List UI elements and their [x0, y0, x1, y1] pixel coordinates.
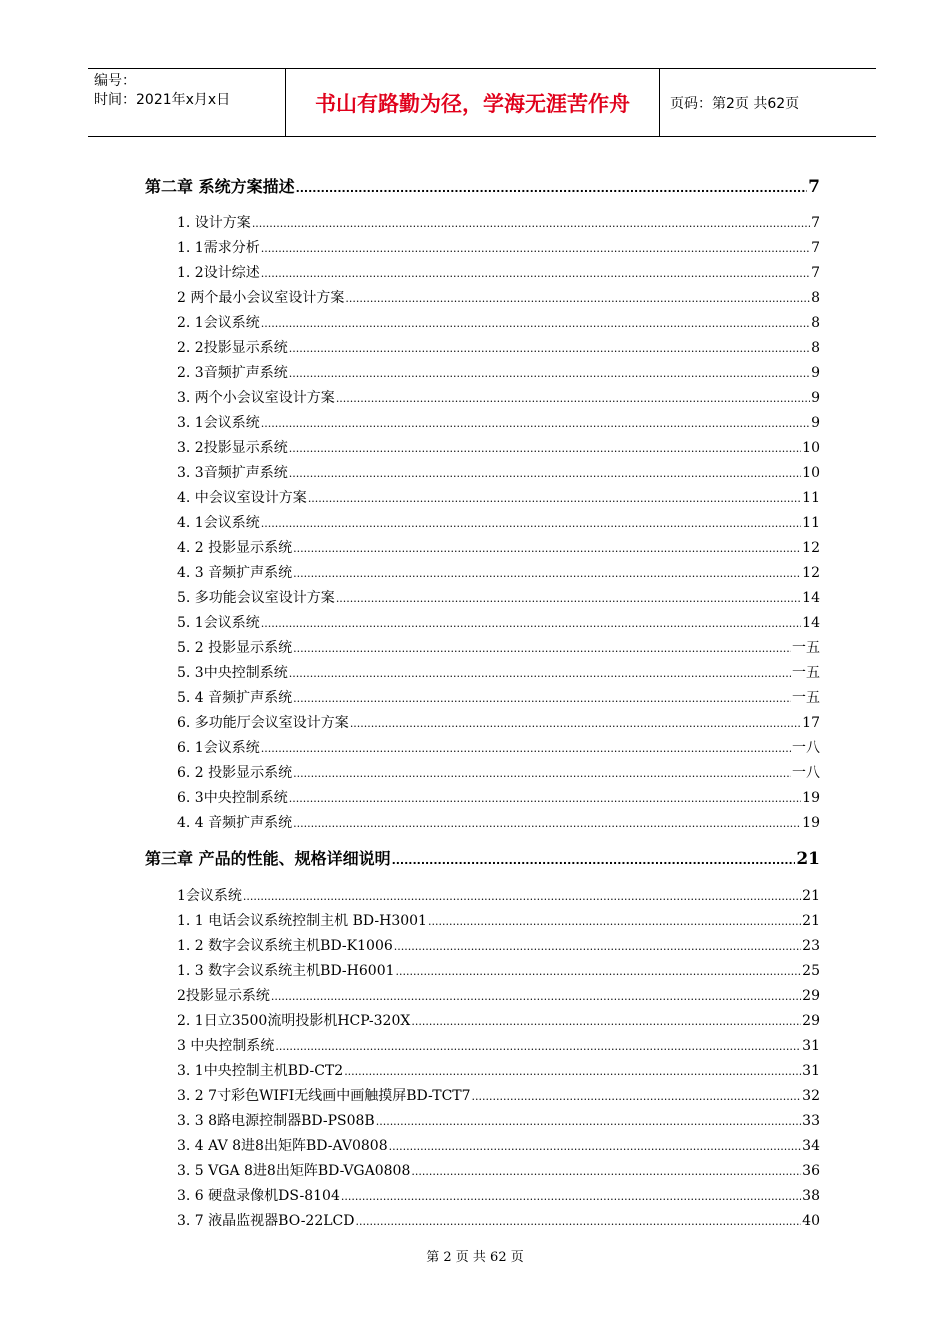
- toc-entry[interactable]: [177, 1060, 820, 1080]
- toc-entry-title: 4. 1会议系统: [177, 515, 260, 531]
- toc-page-number: 一八: [792, 765, 820, 781]
- toc-entry-title: 2. 3音频扩声系统: [177, 365, 288, 381]
- toc-page-number: 9: [811, 390, 820, 406]
- toc-entry-title: 3. 2投影显示系统: [177, 440, 288, 456]
- toc-page-number: 一五: [792, 640, 820, 656]
- toc-entry-title: 3. 3 8路电源控制器BD-PS08B: [177, 1113, 375, 1129]
- toc-entry-title: 2投影显示系统: [177, 988, 270, 1004]
- toc-page-number: 29: [802, 988, 820, 1004]
- toc-entry[interactable]: [177, 412, 820, 432]
- toc-entry-title: 1. 设计方案: [177, 215, 251, 231]
- toc-dot-leader: [389, 1140, 802, 1153]
- toc-dot-leader: [345, 292, 810, 305]
- toc-entry[interactable]: [177, 262, 820, 282]
- toc-dot-leader: [308, 492, 801, 505]
- toc-dot-leader: [289, 467, 801, 480]
- toc-page-number: 一八: [792, 740, 820, 756]
- toc-dot-leader: [396, 965, 802, 978]
- toc-entry-title: 4. 中会议室设计方案: [177, 490, 307, 506]
- toc-entry[interactable]: [177, 337, 820, 357]
- toc-entry-title: 2. 1日立3500流明投影机HCP-320X: [177, 1013, 411, 1029]
- toc-page-number: 8: [811, 340, 820, 356]
- page-footer: 第 2 页 共 62 页: [426, 1250, 524, 1265]
- toc-entry-title: 4. 4 音频扩声系统: [177, 815, 293, 831]
- toc-entry[interactable]: [177, 1035, 820, 1055]
- toc-dot-leader: [350, 717, 801, 730]
- toc-entry[interactable]: [177, 312, 820, 332]
- toc-entry-title: 3. 两个小会议室设计方案: [177, 390, 335, 406]
- toc-page-number: 21: [796, 849, 820, 869]
- toc-entry[interactable]: [177, 1135, 820, 1155]
- toc-entry-title: 1. 2 数字会议系统主机BD-K1006: [177, 938, 393, 954]
- toc-dot-leader: [261, 742, 791, 755]
- toc-dot-leader: [261, 517, 801, 530]
- toc-chapter[interactable]: [145, 846, 820, 869]
- toc-page-number: 9: [811, 365, 820, 381]
- toc-page-number: 7: [811, 215, 820, 231]
- toc-page-number: 10: [802, 440, 820, 456]
- toc-chapter[interactable]: [145, 174, 820, 197]
- toc-entry-title: 6. 1会议系统: [177, 740, 260, 756]
- toc-dot-leader: [261, 242, 810, 255]
- toc-dot-leader: [336, 592, 801, 605]
- toc-entry-title: 3 中央控制系统: [177, 1038, 275, 1054]
- toc-dot-leader: [376, 1115, 801, 1128]
- toc-dot-leader: [271, 990, 801, 1003]
- toc-page-number: 31: [802, 1063, 820, 1079]
- toc-dot-leader: [411, 1165, 801, 1178]
- toc-dot-leader: [336, 392, 810, 405]
- toc-dot-leader: [293, 692, 791, 705]
- toc-entry[interactable]: [177, 787, 820, 807]
- toc-entry-title: 第三章 产品的性能、规格详细说明: [145, 849, 391, 868]
- toc-entry-title: 6. 2 投影显示系统: [177, 765, 293, 781]
- toc-page-number: 31: [802, 1038, 820, 1054]
- toc-page-number: 一五: [792, 665, 820, 681]
- toc-entry[interactable]: [177, 712, 820, 732]
- toc-entry[interactable]: [177, 437, 820, 457]
- toc-entry[interactable]: [177, 762, 820, 782]
- toc-entry-title: 1会议系统: [177, 888, 242, 904]
- toc-entry[interactable]: [177, 212, 820, 232]
- toc-page-number: 7: [811, 240, 820, 256]
- toc-entry[interactable]: [177, 812, 820, 832]
- toc-dot-leader: [296, 182, 808, 195]
- toc-entry-title: 1. 1需求分析: [177, 240, 260, 256]
- number-label: 编号：: [94, 73, 136, 89]
- toc-dot-leader: [243, 890, 801, 903]
- toc-entry-title: 5. 多功能会议室设计方案: [177, 590, 335, 606]
- toc-dot-leader: [261, 417, 810, 430]
- toc-entry-title: 3. 2 7寸彩色WIFI无线画中画触摸屏BD-TCT7: [177, 1088, 471, 1104]
- toc-dot-leader: [394, 940, 801, 953]
- toc-entry[interactable]: [177, 662, 820, 682]
- toc-page-number: 40: [802, 1213, 820, 1229]
- toc-entry-title: 3. 6 硬盘录像机DS-8104: [177, 1188, 340, 1204]
- toc-page-number: 34: [802, 1138, 820, 1154]
- toc-dot-leader: [355, 1215, 801, 1228]
- toc-entry[interactable]: [177, 1110, 820, 1130]
- toc-dot-leader: [289, 667, 791, 680]
- toc-page-number: 33: [802, 1113, 820, 1129]
- toc-entry[interactable]: [177, 587, 820, 607]
- toc-entry-title: 3. 7 液晶监视器BO-22LCD: [177, 1213, 355, 1229]
- header-page-label: 页码：第2页 共62页: [670, 95, 800, 112]
- toc-entry-title: 第二章 系统方案描述: [145, 177, 295, 196]
- toc-dot-leader: [293, 642, 791, 655]
- toc-entry-title: 3. 4 AV 8进8出矩阵BD-AV0808: [177, 1138, 388, 1154]
- toc-dot-leader: [293, 817, 801, 830]
- toc-dot-leader: [261, 317, 810, 330]
- toc-entry-title: 2 两个最小会议室设计方案: [177, 290, 345, 306]
- toc-page-number: 17: [802, 715, 820, 731]
- toc-entry-title: 3. 1中央控制主机BD-CT2: [177, 1063, 344, 1079]
- toc-page-number: 29: [802, 1013, 820, 1029]
- toc-page-number: 19: [802, 815, 820, 831]
- toc-dot-leader: [275, 1040, 801, 1053]
- toc-dot-leader: [428, 915, 801, 928]
- toc-entry[interactable]: [177, 910, 820, 930]
- toc-page-number: 14: [802, 615, 820, 631]
- toc-page-number: 19: [802, 790, 820, 806]
- toc-entry-title: 5. 1会议系统: [177, 615, 260, 631]
- toc-entry[interactable]: [177, 985, 820, 1005]
- toc-dot-leader: [472, 1090, 802, 1103]
- toc-entry-title: 2. 2投影显示系统: [177, 340, 288, 356]
- toc-page-number: 8: [811, 290, 820, 306]
- toc-entry-title: 5. 2 投影显示系统: [177, 640, 293, 656]
- toc-entry-title: 2. 1会议系统: [177, 315, 260, 331]
- toc-entry[interactable]: [177, 487, 820, 507]
- header-meta: [88, 69, 286, 136]
- toc-dot-leader: [344, 1065, 801, 1078]
- toc-dot-leader: [293, 767, 791, 780]
- toc-dot-leader: [261, 617, 801, 630]
- toc-entry[interactable]: [177, 1010, 820, 1030]
- toc-page-number: 11: [802, 490, 820, 506]
- toc-page-number: 11: [802, 515, 820, 531]
- toc-dot-leader: [411, 1015, 801, 1028]
- toc-entry-title: 1. 2设计综述: [177, 265, 260, 281]
- toc-dot-leader: [293, 542, 801, 555]
- toc-dot-leader: [261, 267, 810, 280]
- toc-entry[interactable]: [177, 935, 820, 955]
- toc-dot-leader: [341, 1190, 801, 1203]
- toc-entry-title: 5. 4 音频扩声系统: [177, 690, 293, 706]
- toc-entry-title: 3. 5 VGA 8进8出矩阵BD-VGA0808: [177, 1163, 411, 1179]
- toc-page-number: 一五: [792, 690, 820, 706]
- toc-page-number: 7: [811, 265, 820, 281]
- toc-entry[interactable]: [177, 537, 820, 557]
- toc-entry[interactable]: [177, 387, 820, 407]
- toc-entry-title: 3. 3音频扩声系统: [177, 465, 288, 481]
- toc-entry[interactable]: [177, 612, 820, 632]
- toc-page-number: 23: [802, 938, 820, 954]
- toc-page-number: 36: [802, 1163, 820, 1179]
- toc-entry-title: 6. 多功能厅会议室设计方案: [177, 715, 349, 731]
- toc-dot-leader: [289, 367, 810, 380]
- toc-entry[interactable]: [177, 1185, 820, 1205]
- time-label: 时间：2021年x月x日: [94, 92, 231, 108]
- toc-dot-leader: [289, 442, 801, 455]
- toc-entry-title: 6. 3中央控制系统: [177, 790, 288, 806]
- toc-entry[interactable]: [177, 1085, 820, 1105]
- toc-dot-leader: [252, 217, 810, 230]
- toc-entry-title: 1. 3 数字会议系统主机BD-H6001: [177, 963, 395, 979]
- toc-page-number: 9: [811, 415, 820, 431]
- toc-entry[interactable]: [177, 562, 820, 582]
- toc-page-number: 14: [802, 590, 820, 606]
- toc-entry-title: 3. 1会议系统: [177, 415, 260, 431]
- toc-entry[interactable]: [177, 1210, 820, 1230]
- toc-entry[interactable]: [177, 512, 820, 532]
- toc-page-number: 12: [802, 540, 820, 556]
- toc-page-number: 7: [808, 177, 820, 197]
- toc-entry[interactable]: [177, 362, 820, 382]
- toc-page-number: 10: [802, 465, 820, 481]
- toc-entry-title: 1. 1 电话会议系统控制主机 BD-H3001: [177, 913, 427, 929]
- toc-entry[interactable]: [177, 687, 820, 707]
- toc-dot-leader: [293, 567, 801, 580]
- toc-entry[interactable]: [177, 960, 820, 980]
- toc-page-number: 21: [802, 913, 820, 929]
- toc-page-number: 25: [802, 963, 820, 979]
- toc-dot-leader: [289, 792, 801, 805]
- toc-entry-title: 4. 3 音频扩声系统: [177, 565, 293, 581]
- toc-entry[interactable]: [177, 462, 820, 482]
- toc-dot-leader: [392, 854, 796, 867]
- toc-entry[interactable]: [177, 885, 820, 905]
- toc-page-number: 12: [802, 565, 820, 581]
- toc-page-number: 8: [811, 315, 820, 331]
- toc-page-number: 32: [802, 1088, 820, 1104]
- toc-entry[interactable]: [177, 737, 820, 757]
- toc-entry[interactable]: [177, 287, 820, 307]
- toc-page-number: 38: [802, 1188, 820, 1204]
- toc-entry-title: 4. 2 投影显示系统: [177, 540, 293, 556]
- toc-entry[interactable]: [177, 637, 820, 657]
- toc-entry-title: 5. 3中央控制系统: [177, 665, 288, 681]
- toc-dot-leader: [289, 342, 810, 355]
- toc-entry[interactable]: [177, 1160, 820, 1180]
- header-slogan: 书山有路勤为径，学海无涯苦作舟: [286, 69, 660, 136]
- toc-entry[interactable]: [177, 237, 820, 257]
- page-header: [88, 68, 876, 137]
- toc-page-number: 21: [802, 888, 820, 904]
